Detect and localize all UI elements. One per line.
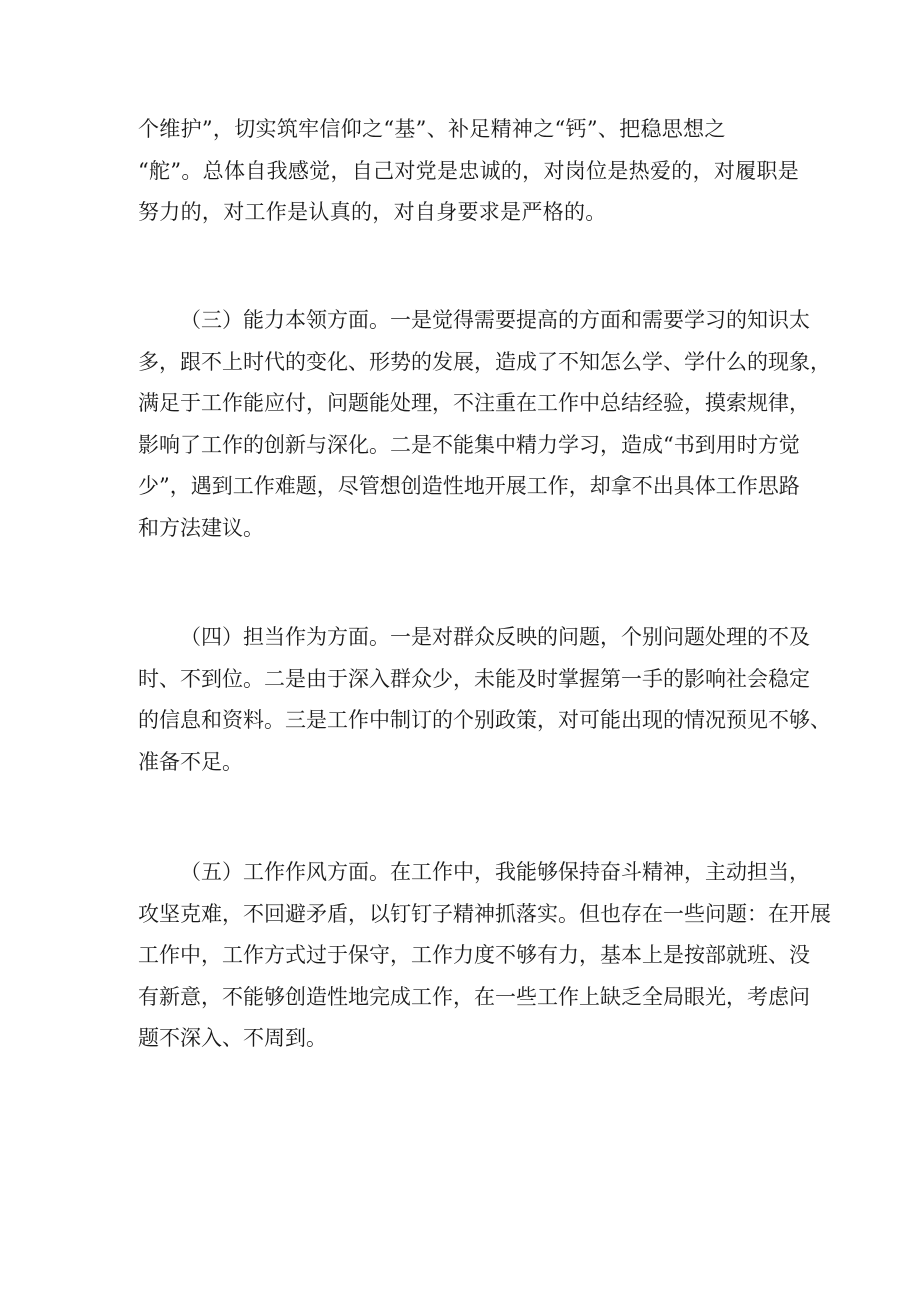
text-line: 满足于工作能应付，问题能处理，不注重在工作中总结经验，摸索规律， <box>138 391 810 415</box>
paragraph-ability <box>138 300 831 549</box>
text-line: 的信息和资料。三是工作中制订的个别政策，对可能出现的情况预见不够、 <box>138 708 831 732</box>
text-line: 努力的，对工作是认真的，对自身要求是严格的。 <box>138 200 607 224</box>
text-line: （四）担当作为方面。一是对群众反映的问题，个别问题处理的不及 <box>180 625 810 649</box>
text-line: 工作中，工作方式过于保守，工作力度不够有力，基本上是按部就班、没 <box>138 943 810 967</box>
text-line: 和方法建议。 <box>138 515 264 540</box>
text-line: 个维护”，切实筑牢信仰之“基”、补足精神之“钙”、把稳思想之 <box>138 117 726 141</box>
text-line: （五）工作作风方面。在工作中，我能够保持奋斗精神，主动担当， <box>180 860 810 884</box>
text-line: 影响了工作的创新与深化。二是不能集中精力学习，造成“书到用时方觉 <box>138 432 800 457</box>
text-line: 有新意，不能够创造性地完成工作，在一些工作上缺乏全局眼光，考虑问 <box>138 984 810 1009</box>
text-line: 少”，遇到工作难题，尽管想创造性地开展工作，却拿不出具体工作思路 <box>138 474 800 498</box>
paragraph-continued <box>138 109 798 234</box>
text-line: 准备不足。 <box>138 749 243 774</box>
text-line: 题不深入、不周到。 <box>138 1026 327 1050</box>
paragraph-responsibility <box>138 617 831 783</box>
paragraph-work-style <box>138 852 831 1060</box>
text-line: 多，跟不上时代的变化、形势的发展，造成了不知怎么学、学什么的现象， <box>138 349 831 374</box>
text-line: 时、不到位。二是由于深入群众少，未能及时掌握第一手的影响社会稳定 <box>138 666 810 691</box>
text-line: “舵”。总体自我感觉，自己对党是忠诚的，对岗位是热爱的，对履职是 <box>138 158 800 183</box>
text-line: （三）能力本领方面。一是觉得需要提高的方面和需要学习的知识太 <box>180 308 810 332</box>
text-line: 攻坚克难，不回避矛盾，以钉钉子精神抓落实。但也存在一些问题：在开展 <box>138 901 831 926</box>
